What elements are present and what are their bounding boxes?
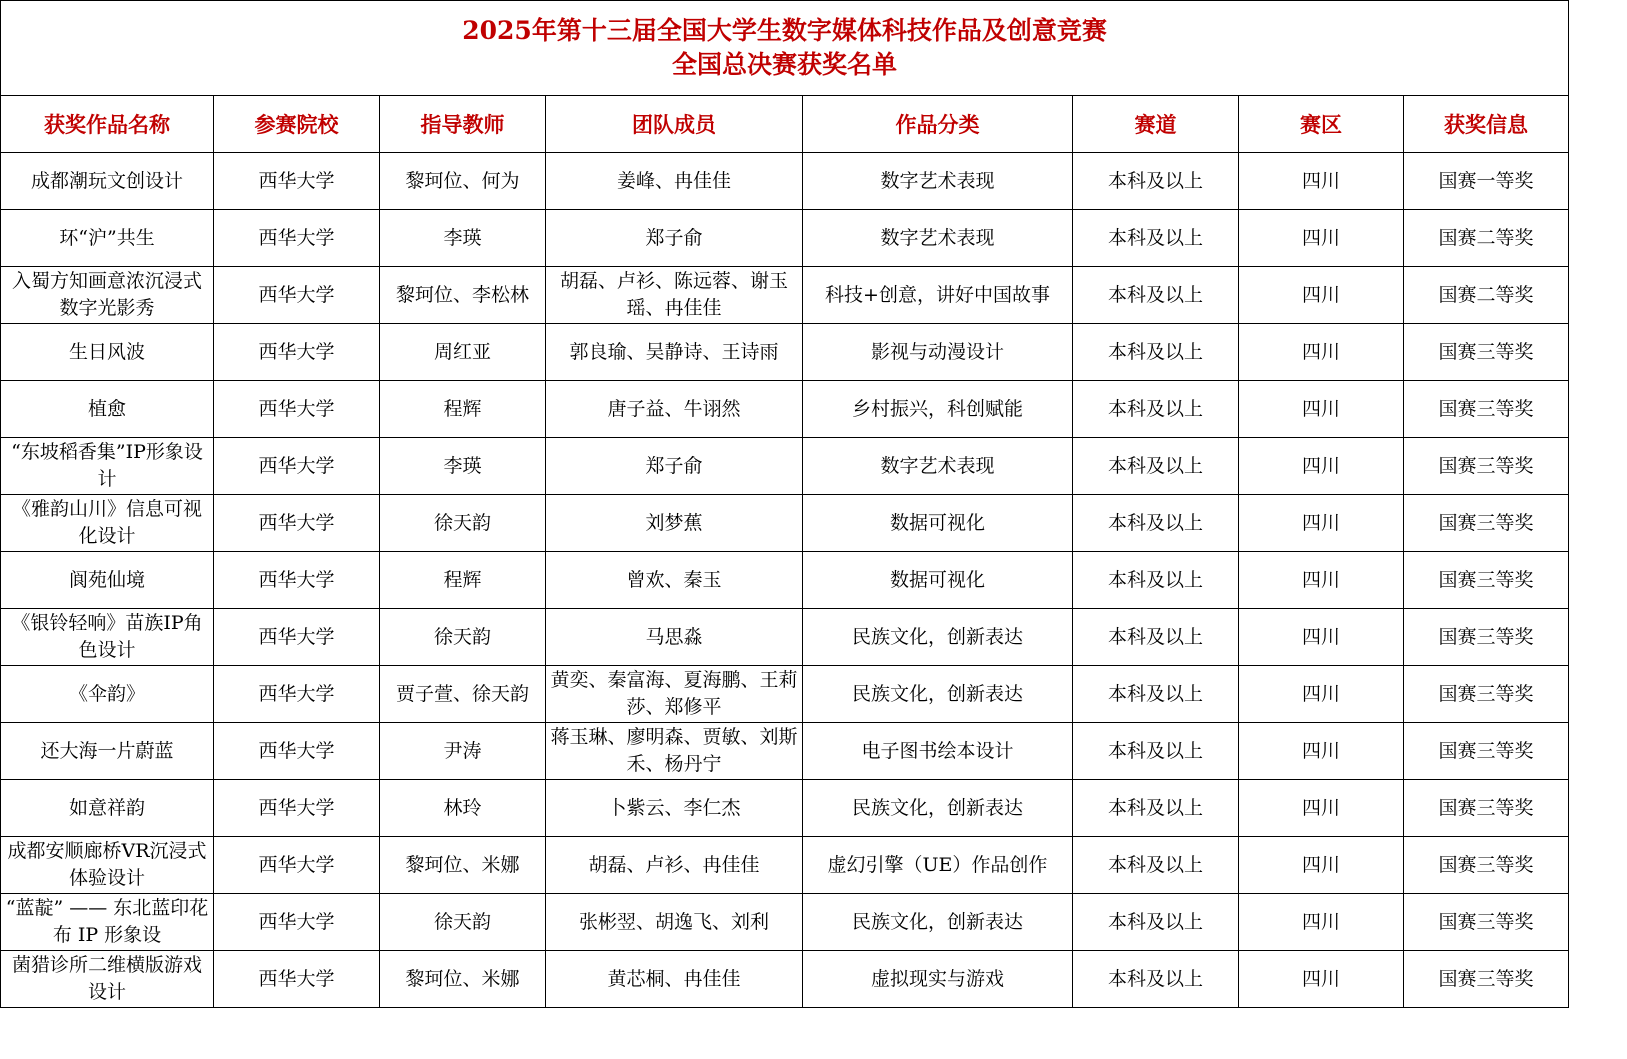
school-cell: 西华大学	[214, 552, 380, 609]
table-row	[1, 267, 1569, 324]
column-header-award: 获奖信息	[1404, 96, 1569, 153]
track-cell: 本科及以上	[1073, 381, 1239, 438]
school-cell: 西华大学	[214, 780, 380, 837]
school-cell: 西华大学	[214, 495, 380, 552]
team-cell: 张彬翌、胡逸飞、刘利	[546, 894, 803, 951]
table-row	[1, 324, 1569, 381]
track-cell: 本科及以上	[1073, 552, 1239, 609]
advisor-cell: 黎珂位、何为	[380, 153, 546, 210]
region-cell: 四川	[1239, 837, 1404, 894]
work-name-cell: 环“沪”共生	[1, 210, 214, 267]
category-cell: 民族文化，创新表达	[803, 780, 1073, 837]
team-cell: 黄奕、秦富海、夏海鹏、王莉莎、郑修平	[546, 666, 803, 723]
work-name-cell: 成都安顺廊桥VR沉浸式体验设计	[1, 837, 214, 894]
track-cell: 本科及以上	[1073, 780, 1239, 837]
award-cell: 国赛三等奖	[1404, 381, 1569, 438]
table-row	[1, 153, 1569, 210]
school-cell: 西华大学	[214, 438, 380, 495]
table-row	[1, 609, 1569, 666]
category-cell: 虚拟现实与游戏	[803, 951, 1073, 1008]
table-row	[1, 210, 1569, 267]
track-cell: 本科及以上	[1073, 438, 1239, 495]
award-cell: 国赛三等奖	[1404, 438, 1569, 495]
category-cell: 数字艺术表现	[803, 210, 1073, 267]
track-cell: 本科及以上	[1073, 324, 1239, 381]
school-cell: 西华大学	[214, 723, 380, 780]
category-cell: 乡村振兴，科创赋能	[803, 381, 1073, 438]
school-cell: 西华大学	[214, 666, 380, 723]
region-cell: 四川	[1239, 438, 1404, 495]
region-cell: 四川	[1239, 666, 1404, 723]
advisor-cell: 李瑛	[380, 210, 546, 267]
school-cell: 西华大学	[214, 837, 380, 894]
track-cell: 本科及以上	[1073, 723, 1239, 780]
title-line-1: 2025年第十三届全国大学生数字媒体科技作品及创意竞赛	[462, 16, 1107, 45]
team-cell: 郑子俞	[546, 438, 803, 495]
table-row	[1, 951, 1569, 1008]
table-row	[1, 552, 1569, 609]
team-cell: 刘梦蕉	[546, 495, 803, 552]
work-name-cell: 如意祥韵	[1, 780, 214, 837]
work-name-cell: 《伞韵》	[1, 666, 214, 723]
advisor-cell: 林玲	[380, 780, 546, 837]
team-cell: 胡磊、卢衫、陈远蓉、谢玉瑶、冉佳佳	[546, 267, 803, 324]
award-cell: 国赛三等奖	[1404, 324, 1569, 381]
region-cell: 四川	[1239, 723, 1404, 780]
category-cell: 数据可视化	[803, 552, 1073, 609]
advisor-cell: 李瑛	[380, 438, 546, 495]
team-cell: 唐子益、牛诩然	[546, 381, 803, 438]
category-cell: 影视与动漫设计	[803, 324, 1073, 381]
work-name-cell: 生日风波	[1, 324, 214, 381]
team-cell: 蒋玉琳、廖明森、贾敏、刘斯禾、杨丹宁	[546, 723, 803, 780]
school-cell: 西华大学	[214, 951, 380, 1008]
team-cell: 郭良瑜、吴静诗、王诗雨	[546, 324, 803, 381]
school-cell: 西华大学	[214, 894, 380, 951]
advisor-cell: 程辉	[380, 552, 546, 609]
team-cell: 胡磊、卢衫、冉佳佳	[546, 837, 803, 894]
work-name-cell: 《雅韵山川》信息可视化设计	[1, 495, 214, 552]
region-cell: 四川	[1239, 780, 1404, 837]
advisor-cell: 徐天韵	[380, 609, 546, 666]
table-row	[1, 666, 1569, 723]
column-header-team: 团队成员	[546, 96, 803, 153]
work-name-cell: “蓝靛” —— 东北蓝印花布 IP 形象设	[1, 894, 214, 951]
work-name-cell: 阆苑仙境	[1, 552, 214, 609]
track-cell: 本科及以上	[1073, 666, 1239, 723]
region-cell: 四川	[1239, 381, 1404, 438]
track-cell: 本科及以上	[1073, 267, 1239, 324]
table-row	[1, 780, 1569, 837]
table-row	[1, 894, 1569, 951]
category-cell: 数字艺术表现	[803, 153, 1073, 210]
region-cell: 四川	[1239, 609, 1404, 666]
table-row	[1, 495, 1569, 552]
team-cell: 郑子俞	[546, 210, 803, 267]
school-cell: 西华大学	[214, 210, 380, 267]
category-cell: 电子图书绘本设计	[803, 723, 1073, 780]
work-name-cell: 入蜀方知画意浓沉浸式数字光影秀	[1, 267, 214, 324]
table-row	[1, 438, 1569, 495]
school-cell: 西华大学	[214, 609, 380, 666]
award-cell: 国赛三等奖	[1404, 495, 1569, 552]
track-cell: 本科及以上	[1073, 837, 1239, 894]
category-cell: 数字艺术表现	[803, 438, 1073, 495]
track-cell: 本科及以上	[1073, 609, 1239, 666]
track-cell: 本科及以上	[1073, 210, 1239, 267]
category-cell: 数据可视化	[803, 495, 1073, 552]
advisor-cell: 程辉	[380, 381, 546, 438]
advisor-cell: 黎珂位、李松林	[380, 267, 546, 324]
table-row	[1, 723, 1569, 780]
region-cell: 四川	[1239, 894, 1404, 951]
work-name-cell: 还大海一片蔚蓝	[1, 723, 214, 780]
column-header-advisor: 指导教师	[380, 96, 546, 153]
advisor-cell: 周红亚	[380, 324, 546, 381]
team-cell: 姜峰、冉佳佳	[546, 153, 803, 210]
region-cell: 四川	[1239, 153, 1404, 210]
page-title	[1, 1, 1569, 96]
track-cell: 本科及以上	[1073, 495, 1239, 552]
table-row	[1, 837, 1569, 894]
region-cell: 四川	[1239, 267, 1404, 324]
advisor-cell: 黎珂位、米娜	[380, 837, 546, 894]
column-header-category: 作品分类	[803, 96, 1073, 153]
award-cell: 国赛三等奖	[1404, 552, 1569, 609]
track-cell: 本科及以上	[1073, 153, 1239, 210]
team-cell: 马思淼	[546, 609, 803, 666]
region-cell: 四川	[1239, 552, 1404, 609]
school-cell: 西华大学	[214, 267, 380, 324]
work-name-cell: “东坡稻香集”IP形象设计	[1, 438, 214, 495]
award-cell: 国赛三等奖	[1404, 951, 1569, 1008]
header-row	[1, 96, 1569, 153]
school-cell: 西华大学	[214, 324, 380, 381]
category-cell: 民族文化，创新表达	[803, 666, 1073, 723]
award-cell: 国赛三等奖	[1404, 837, 1569, 894]
award-cell: 国赛三等奖	[1404, 894, 1569, 951]
school-cell: 西华大学	[214, 381, 380, 438]
advisor-cell: 徐天韵	[380, 894, 546, 951]
title-line-2: 全国总决赛获奖名单	[672, 50, 898, 79]
awards-table-body	[1, 1, 1569, 1008]
column-header-work-name: 获奖作品名称	[1, 96, 214, 153]
track-cell: 本科及以上	[1073, 894, 1239, 951]
award-cell: 国赛二等奖	[1404, 267, 1569, 324]
table-row	[1, 381, 1569, 438]
category-cell: 民族文化，创新表达	[803, 609, 1073, 666]
category-cell: 民族文化，创新表达	[803, 894, 1073, 951]
region-cell: 四川	[1239, 210, 1404, 267]
region-cell: 四川	[1239, 495, 1404, 552]
advisor-cell: 黎珂位、米娜	[380, 951, 546, 1008]
track-cell: 本科及以上	[1073, 951, 1239, 1008]
award-cell: 国赛二等奖	[1404, 210, 1569, 267]
school-cell: 西华大学	[214, 153, 380, 210]
category-cell: 科技+创意，讲好中国故事	[803, 267, 1073, 324]
column-header-region: 赛区	[1239, 96, 1404, 153]
advisor-cell: 贾子萱、徐天韵	[380, 666, 546, 723]
team-cell: 黄芯桐、冉佳佳	[546, 951, 803, 1008]
work-name-cell: 植愈	[1, 381, 214, 438]
title-row	[1, 1, 1569, 96]
region-cell: 四川	[1239, 324, 1404, 381]
column-header-school: 参赛院校	[214, 96, 380, 153]
team-cell: 曾欢、秦玉	[546, 552, 803, 609]
category-cell: 虚幻引擎（UE）作品创作	[803, 837, 1073, 894]
award-cell: 国赛三等奖	[1404, 723, 1569, 780]
team-cell: 卜紫云、李仁杰	[546, 780, 803, 837]
award-cell: 国赛三等奖	[1404, 666, 1569, 723]
column-header-track: 赛道	[1073, 96, 1239, 153]
region-cell: 四川	[1239, 951, 1404, 1008]
advisor-cell: 尹涛	[380, 723, 546, 780]
award-cell: 国赛三等奖	[1404, 609, 1569, 666]
award-cell: 国赛一等奖	[1404, 153, 1569, 210]
work-name-cell: 《银铃轻响》苗族IP角色设计	[1, 609, 214, 666]
award-cell: 国赛三等奖	[1404, 780, 1569, 837]
advisor-cell: 徐天韵	[380, 495, 546, 552]
work-name-cell: 成都潮玩文创设计	[1, 153, 214, 210]
work-name-cell: 菌猎诊所二维横版游戏设计	[1, 951, 214, 1008]
